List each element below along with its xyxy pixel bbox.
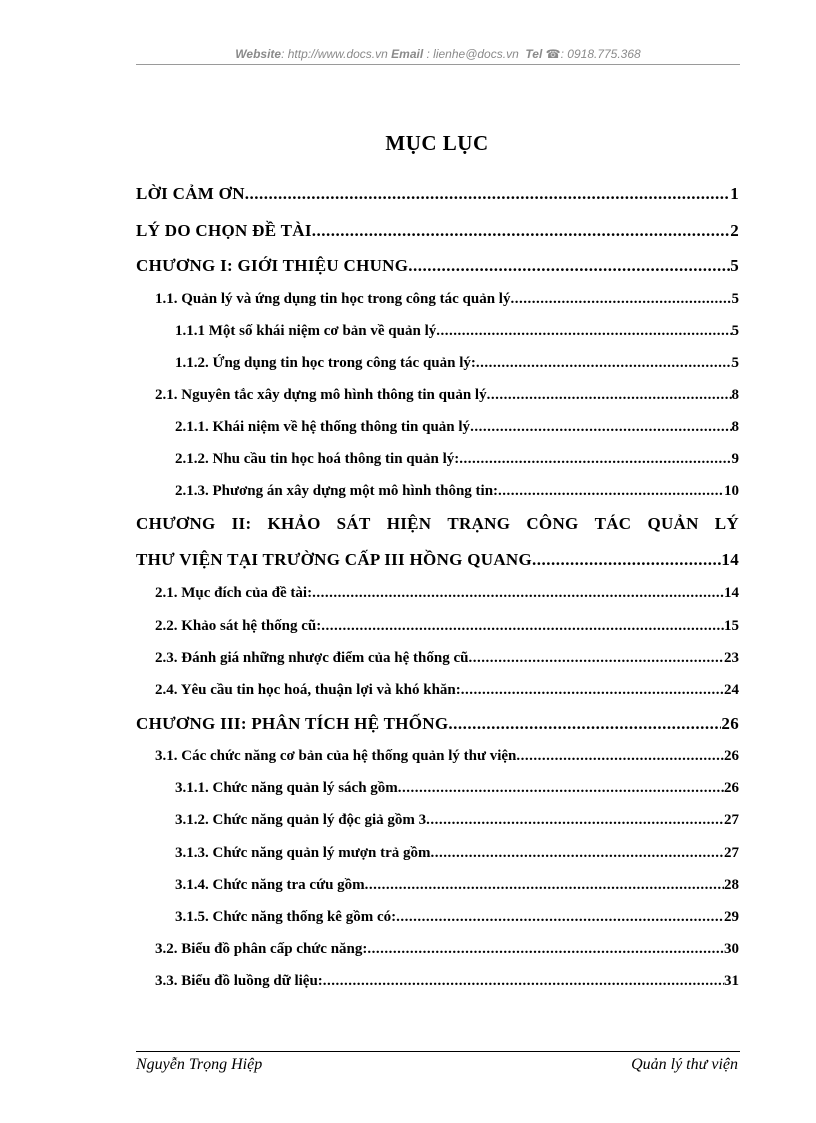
toc-leader — [468, 650, 724, 667]
toc-entry-label: 2.4. Yêu cầu tin học hoá, thuận lợi và khó khăn: — [155, 682, 461, 698]
toc-leader — [312, 221, 730, 241]
header-rule — [136, 64, 740, 65]
toc-entry-label: 3.1. Các chức năng cơ bản của hệ thống quản lý thư viện — [155, 748, 517, 764]
toc-leader — [476, 355, 732, 372]
toc-word: II: — [231, 514, 252, 533]
website-value: : http://www.docs.vn — [281, 47, 388, 61]
toc-entry-page: 29 — [724, 909, 739, 925]
page-title: MỤC LỤC — [385, 131, 489, 155]
toc-word: TRẠNG — [447, 514, 511, 533]
toc-entry — [136, 714, 739, 734]
toc-entry-line1 — [136, 514, 739, 534]
toc-entry-page: 26 — [724, 780, 739, 796]
toc-entry-page: 15 — [724, 618, 739, 634]
toc-entry — [155, 682, 739, 699]
toc-entry — [136, 184, 739, 204]
toc-entry-label: 2.1. Mục đích của đề tài: — [155, 585, 313, 601]
toc-word: LÝ — [714, 514, 739, 533]
toc-leader — [426, 812, 724, 829]
toc-entry-label: 1.1. Quản lý và ứng dụng tin học trong công tác quản lý — [155, 291, 511, 307]
toc-entry-label: 1.1.1 Một số khái niệm cơ bản về quản lý — [175, 323, 437, 339]
toc-entry — [155, 585, 739, 602]
toc-entry-page: 8 — [731, 387, 739, 403]
toc-entry — [155, 618, 739, 635]
footer-subject: Quản lý thư viện — [631, 1056, 738, 1073]
toc-leader — [516, 748, 724, 765]
toc-entry-label: 3.1.5. Chức năng thống kê gồm có: — [175, 909, 397, 925]
toc-entry-label: 3.1.4. Chức năng tra cứu gồm — [175, 877, 365, 893]
toc-entry-page: 27 — [724, 845, 739, 861]
toc-entry-label: 3.1.2. Chức năng quản lý độc giả gồm 3 — [175, 812, 427, 828]
toc-entry-label: CHƯƠNG I: GIỚI THIỆU CHUNG — [136, 256, 409, 275]
toc-word: SÁT — [336, 514, 371, 533]
toc-entry-label: 3.1.3. Chức năng quản lý mượn trả gồm — [175, 845, 431, 861]
footer-rule — [136, 1051, 740, 1052]
toc-entry — [175, 877, 739, 894]
toc-entry-label: 2.1.3. Phương án xây dựng một mô hình thông tin: — [175, 483, 499, 499]
toc-entry — [136, 550, 739, 570]
toc-entry-label: CHƯƠNG III: PHÂN TÍCH HỆ THỐNG — [136, 714, 449, 733]
toc-entry-page: 14 — [724, 585, 739, 601]
toc-entry — [175, 355, 739, 372]
toc-word: CHƯƠNG — [136, 514, 216, 533]
toc-word: CÔNG — [526, 514, 579, 533]
toc-entry-page: 27 — [724, 812, 739, 828]
toc-entry-label: 2.1.1. Khái niệm về hệ thống thông tin quản lý — [175, 419, 471, 435]
toc-entry — [175, 845, 739, 862]
toc-leader — [396, 909, 724, 926]
toc-leader — [487, 387, 732, 404]
toc-leader — [431, 845, 724, 862]
toc-entry — [175, 323, 739, 340]
toc-entry-page: 23 — [724, 650, 739, 666]
toc-leader — [470, 419, 731, 436]
toc-word: QUẢN — [647, 514, 699, 533]
toc-word: HIỆN — [386, 514, 432, 533]
toc-entry-page: 10 — [724, 483, 739, 499]
email-label: Email — [391, 47, 424, 61]
toc-leader — [408, 256, 730, 276]
tel-label: Tel — [525, 47, 543, 61]
toc-entry — [155, 291, 739, 308]
toc-leader — [312, 585, 724, 602]
footer-author: Nguyễn Trọng Hiệp — [136, 1056, 263, 1073]
toc-entry-page: 5 — [731, 355, 739, 371]
toc-leader — [323, 973, 724, 990]
tel-value: : 0918.775.368 — [560, 47, 641, 61]
toc-entry — [155, 748, 739, 765]
toc-entry-label: 2.2. Khảo sát hệ thống cũ: — [155, 618, 322, 634]
toc-entry-label: 2.1. Nguyên tắc xây dựng mô hình thông tin quản lý — [155, 387, 487, 403]
toc-entry — [175, 483, 739, 500]
toc-entry — [155, 387, 739, 404]
toc-entry-label: 3.1.1. Chức năng quản lý sách gồm — [175, 780, 398, 796]
toc-entry-page: 5 — [731, 291, 739, 307]
toc-entry-page: 24 — [724, 682, 739, 698]
toc-entry-page: 2 — [730, 221, 739, 240]
toc-entry-label: 1.1.2. Ứng dụng tin học trong công tác quản lý: — [175, 355, 476, 371]
toc-leader — [398, 780, 724, 797]
toc-entry — [136, 256, 739, 276]
toc-entry-page: 1 — [730, 184, 739, 203]
toc-entry-page: 30 — [724, 941, 739, 957]
toc-entry-page: 5 — [730, 256, 739, 275]
toc-entry-page: 5 — [731, 323, 739, 339]
toc-word: KHẢO — [267, 514, 321, 533]
toc-entry-page: 14 — [721, 550, 739, 569]
toc-entry-label: 3.2. Biểu đồ phân cấp chức năng: — [155, 941, 368, 957]
toc-entry-label: LÝ DO CHỌN ĐỀ TÀI — [136, 221, 312, 240]
toc-entry — [175, 812, 739, 829]
email-value: : lienhe@docs.vn — [423, 47, 519, 61]
website-label: Website — [235, 47, 282, 61]
toc-entry — [175, 451, 739, 468]
toc-entry-label: 2.1.2. Nhu cầu tin học hoá thông tin quản lý: — [175, 451, 460, 467]
toc-leader — [367, 941, 724, 958]
phone-icon: ☎ — [545, 47, 561, 61]
toc-leader — [532, 550, 721, 570]
toc-entry-label: 2.3. Đánh giá những nhược điểm của hệ thống cũ — [155, 650, 469, 666]
toc-leader — [459, 451, 731, 468]
page-header — [136, 47, 740, 61]
toc-leader — [436, 323, 731, 340]
toc-entry-page: 28 — [724, 877, 739, 893]
toc-entry-page: 31 — [724, 973, 739, 989]
toc-word: TÁC — [594, 514, 632, 533]
toc-entry — [136, 221, 739, 241]
toc-entry — [155, 941, 739, 958]
toc-entry — [155, 650, 739, 667]
toc-leader — [510, 291, 731, 308]
toc-leader — [321, 618, 724, 635]
toc-entry-label: THƯ VIỆN TẠI TRƯỜNG CẤP III HỒNG QUANG — [136, 550, 532, 569]
toc-entry-page: 8 — [731, 419, 739, 435]
toc-entry — [155, 973, 739, 990]
toc-entry-label: 3.3. Biểu đồ luồng dữ liệu: — [155, 973, 323, 989]
toc-leader — [245, 184, 730, 204]
toc-entry-page: 26 — [724, 748, 739, 764]
toc-leader — [448, 714, 721, 734]
toc-entry — [175, 419, 739, 436]
toc-entry — [175, 909, 739, 926]
toc-leader — [365, 877, 724, 894]
toc-entry — [175, 780, 739, 797]
toc-entry-label: LỜI CẢM ƠN — [136, 184, 245, 203]
toc-entry-page: 26 — [721, 714, 739, 733]
toc-leader — [461, 682, 724, 699]
toc-leader — [498, 483, 724, 500]
toc-entry-page: 9 — [731, 451, 739, 467]
